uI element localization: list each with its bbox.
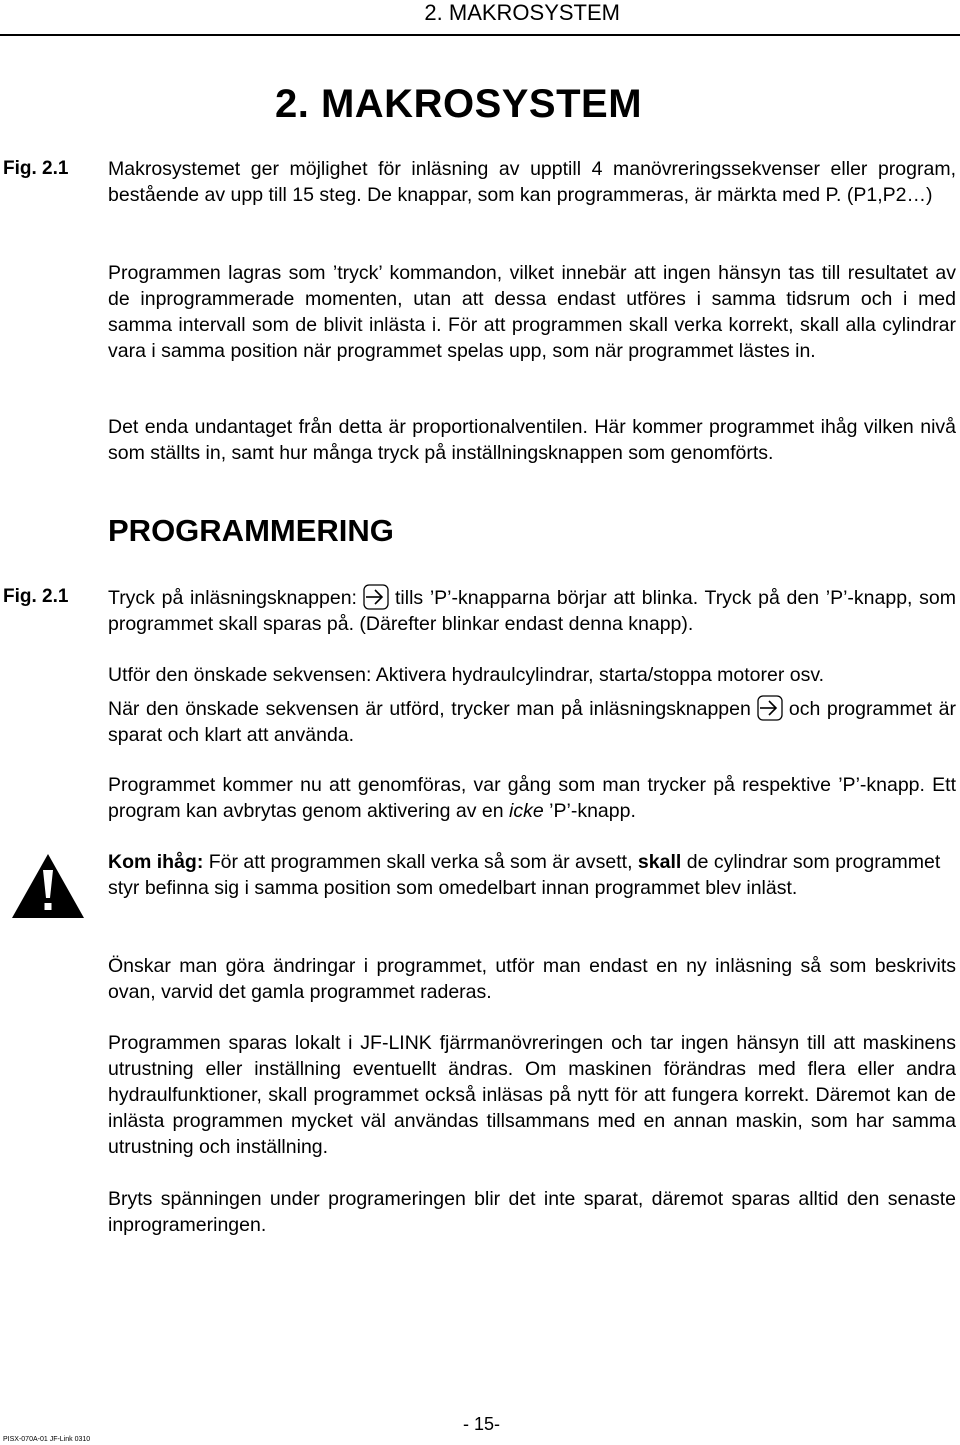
warning-text-a: För att programmen skall verka så som är avsett, — [208, 851, 633, 873]
change-paragraph: Önskar man göra ändringar i programmet, utför man endast en ny inläsning så som beskrivits ovan, varvid det gamla programmet raderas. — [108, 955, 956, 1003]
step2-paragraph: Utför den önskade sekvensen: Aktivera hydraulcylindrar, starta/stoppa motorer osv. — [108, 664, 825, 686]
step3-text-b: och programmet är sparat och klart att använda. — [108, 698, 956, 746]
step1-text-a: Tryck på inläsningsknappen: — [108, 587, 357, 609]
page-title: 2. MAKROSYSTEM — [275, 82, 643, 126]
step3-paragraph — [108, 695, 956, 748]
local-paragraph: Programmen sparas lokalt i JF-LINK fjärrmanövreringen och tar ingen hänsyn till att maskinens utrustning eller inställning eventuellt ändras. Om maskinen förändras med flera eller andra hydraulfunktioner, skall programmet också inläsas på nytt för att fungera korrekt. Däremot kan de inlästa programmen mycket väl användas tillsammans med en annan maskin, som har samma utrustning och inställning. — [108, 1032, 956, 1158]
warning-bold: skall — [637, 851, 682, 873]
power-paragraph: Bryts spänningen under programeringen blir det inte sparat, däremot sparas alltid den senaste inprogrameringen. — [108, 1188, 956, 1236]
step1-text-b: tills ’P’-knapparna börjar att blinka. Tryck på den ’P’-knapp, som programmet skall sparas på. (Därefter blinkar endast denna knapp). — [108, 587, 956, 635]
header-title: 2. MAKROSYSTEM — [424, 0, 620, 25]
warning-label: Kom ihåg: — [108, 851, 204, 873]
exec-text-b: ’P’-knapp. — [549, 800, 636, 822]
section-heading: PROGRAMMERING — [108, 513, 394, 548]
exec-text-a: Programmet kommer nu att genomföras, var gång som man trycker på respektive ’P’-knapp. Ett program kan avbrytas genom aktivering av en — [108, 774, 956, 822]
fig-label: Fig. 2.1 — [3, 158, 69, 179]
step3-text-a: När den önskade sekvensen är utförd, trycker man på inläsningsknappen — [108, 698, 751, 720]
program-paragraph: Programmen lagras som ’tryck’ kommandon, vilket innebär att ingen hänsyn tas till resultatet av de inprogrammerade momenten, utan att dessa endast utföres i samma tidsrum och i med samma intervall som de blivit inlästa i. För att programmen skall verka korrekt, skall alla cylindrar vara i samma position när programmet spelas upp, som när programmet lästes in. — [108, 262, 956, 362]
step1-paragraph — [108, 584, 956, 637]
fig-label: Fig. 2.1 — [3, 586, 69, 607]
warning-paragraph — [108, 849, 948, 901]
warning-text-b: de cylindrar som programmet styr befinna sig i samma position som omedelbart innan programmet blev inläst. — [108, 851, 941, 899]
execution-paragraph — [108, 772, 956, 824]
document-code: PISX-070A-01 JF-Link 0310 — [3, 1436, 91, 1443]
warning-triangle-icon — [10, 852, 86, 920]
page-header — [0, 0, 960, 36]
intro-paragraph: Makrosystemet ger möjlighet för inläsning av upptill 4 manövreringssekvenser eller program, bestående av upp till 15 steg. De knappar, som kan programmeras, är märkta med P. (P1,P2…) — [108, 158, 956, 206]
record-key-icon — [755, 695, 785, 721]
exception-paragraph: Det enda undantaget från detta är proportionalventilen. Här kommer programmet ihåg vilken nivå som ställts in, samt hur många tryck på inställningsknappen som genomförts. — [108, 416, 956, 464]
record-key-icon — [361, 584, 391, 610]
page-number: - 15- — [463, 1414, 501, 1434]
exec-italic: icke — [509, 800, 544, 822]
